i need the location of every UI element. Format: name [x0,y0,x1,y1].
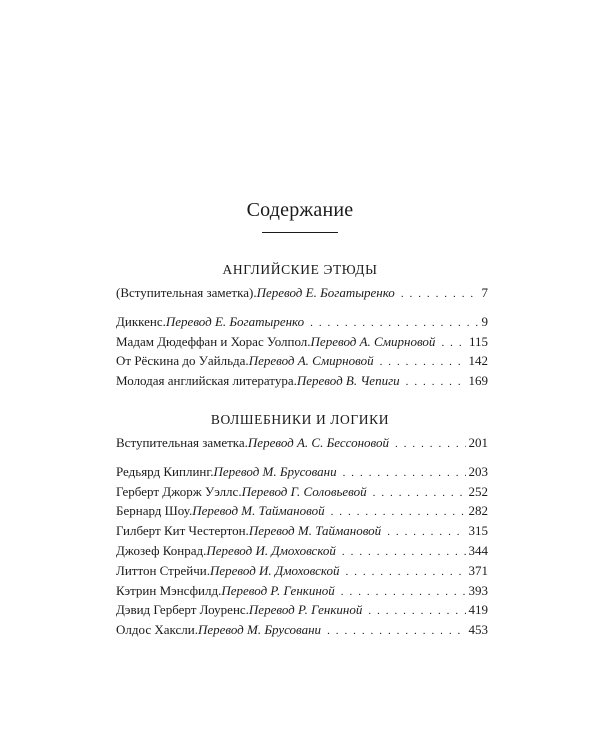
toc-entry[interactable] [116,464,488,484]
toc-entry[interactable] [116,314,488,334]
dot-leader [331,506,466,518]
dot-leader [368,605,465,617]
entry-page-number: 115 [468,333,488,349]
toc-entry[interactable] [116,373,488,393]
entry-title: Литтон Стрейчи. [116,562,210,578]
entry-translator: Перевод М. Брусовани [213,463,337,479]
dot-leader [346,566,466,578]
entry-page-number: 344 [468,542,488,558]
dot-leader [441,337,466,349]
dot-leader [310,317,478,329]
toc-entry[interactable] [116,484,488,504]
entry-title: Кэтрин Мэнсфилд. [116,582,222,598]
section-heading-english-etudes: АНГЛИЙСКИЕ ЭТЮДЫ [222,262,378,277]
entry-translator: Перевод М. Таймановой [248,523,382,539]
toc-entry[interactable] [116,285,488,305]
dot-leader [342,546,466,558]
entry-page-number: 169 [468,373,488,389]
entry-translator: Перевод И. Дмоховской [209,562,340,578]
entry-title: (Вступительная заметка). [116,285,257,300]
entry-page-number: 7 [481,285,488,300]
toc-section-english-etudes [116,285,488,393]
entry-title: Герберт Джорж Уэллс. [116,483,242,499]
toc-entry[interactable] [116,602,488,622]
entry-title: Дэвид Герберт Лоуренс. [116,602,249,618]
entry-page-number: 9 [481,313,488,329]
entry-title: Диккенс. [116,313,166,329]
toc-entry[interactable] [116,523,488,543]
entry-translator: Перевод А. Смирновой [310,333,436,349]
entry-page-number: 203 [468,463,488,479]
entry-translator: Перевод Е. Богатыренко [256,285,395,300]
entry-translator: Перевод М. Брусовани [197,622,322,638]
dot-leader [387,526,465,538]
entry-page-number: 142 [468,353,488,369]
entry-page-number: 282 [468,503,488,519]
entry-page-number: 315 [468,523,488,539]
toc-entry[interactable] [116,543,488,563]
toc-entry[interactable] [116,583,488,603]
entry-translator: Перевод Р. Генкиной [248,602,363,618]
entry-title: Вступительная заметка. [116,435,248,450]
toc-entry[interactable] [116,353,488,373]
entry-page-number: 252 [468,483,488,499]
entry-page-number: 393 [468,582,488,598]
dot-leader [341,586,466,598]
dot-leader [401,288,479,300]
entry-page-number: 419 [468,602,488,618]
entry-translator: Перевод А. С. Бессоновой [247,435,389,450]
entry-title: Гилберт Кит Честертон. [116,523,249,539]
entry-title: Мадам Дюдеффан и Хорас Уолпол. [116,333,311,349]
dot-leader [373,487,466,499]
dot-leader [380,356,466,368]
toc-entry[interactable] [116,435,488,455]
toc-entry[interactable] [116,563,488,583]
entry-title: Олдос Хаксли. [116,622,198,638]
entry-page-number: 201 [468,435,488,450]
entry-translator: Перевод Е. Богатыренко [165,313,305,329]
toc-entry[interactable] [116,503,488,523]
entry-title: Редьярд Киплинг. [116,463,214,479]
dot-leader [327,625,465,637]
entry-page-number: 371 [468,562,488,578]
dot-leader [395,438,466,450]
entry-title: От Рёскина до Уайльда. [116,353,249,369]
entry-page-number: 453 [468,622,488,638]
toc-entry[interactable] [116,334,488,354]
entry-translator: Перевод Р. Генкиной [221,582,335,598]
page-title: Содержание [246,199,354,221]
entry-translator: Перевод И. Дмоховской [206,542,336,558]
entry-translator: Перевод М. Таймановой [192,503,325,519]
entry-translator: Перевод А. Смирновой [248,353,374,369]
dot-leader [343,467,466,479]
toc-section-wizards-and-logicians [116,435,488,642]
entry-translator: Перевод Г. Соловьевой [241,483,367,499]
toc-entry[interactable] [116,622,488,642]
dot-leader [406,376,466,388]
entry-title: Джозеф Конрад. [116,542,207,558]
entry-title: Молодая английская литература. [116,373,297,389]
entry-translator: Перевод В. Чепиги [296,373,400,389]
section-heading-wizards-and-logicians: ВОЛШЕБНИКИ И ЛОГИКИ [210,412,390,427]
entry-title: Бернард Шоу. [116,503,193,519]
title-underline [262,232,338,233]
